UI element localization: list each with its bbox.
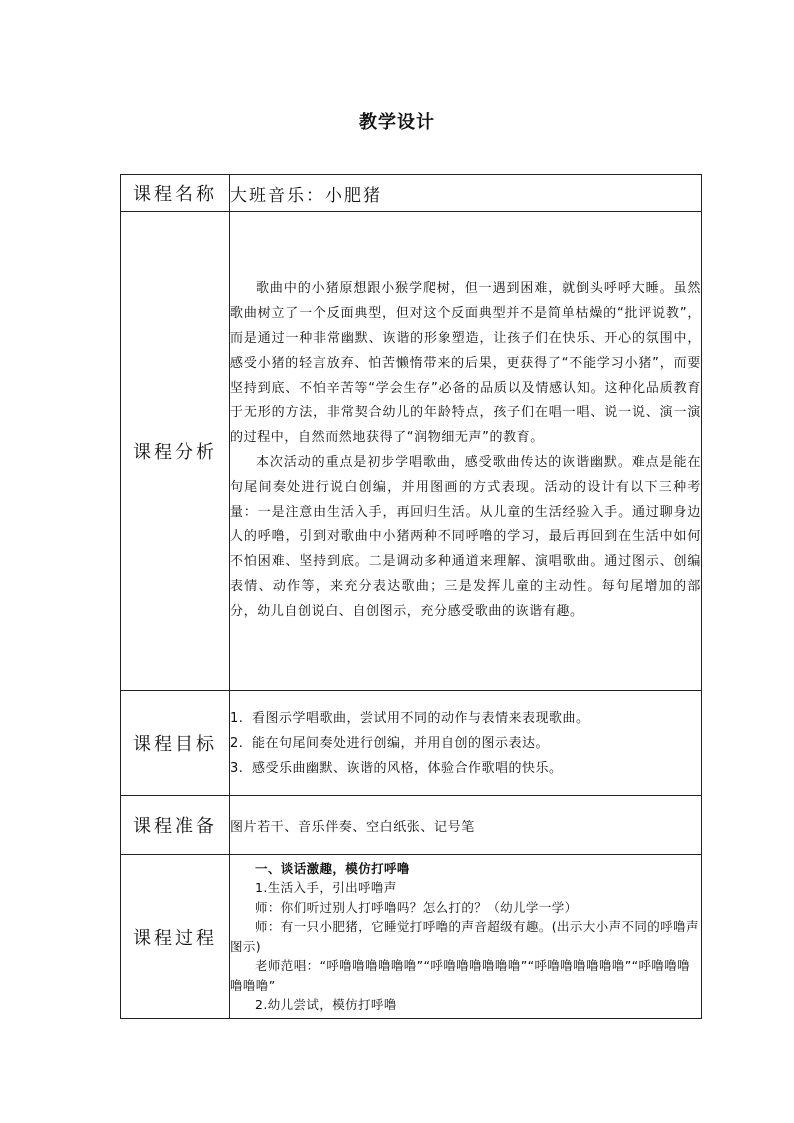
row-course-goals: [121, 691, 702, 796]
course-goals-cell: [230, 691, 702, 796]
process-line: 师：你们听过别人打呼噜吗？怎么打的？（幼儿学一学）: [255, 899, 578, 915]
process-line: 师：有一只小肥猪，它睡觉打呼噜的声音超级有趣。(出示大小声不同的呼噜声图示): [230, 919, 699, 954]
goal-item: [230, 706, 701, 731]
course-goals-label: 课程目标: [121, 691, 230, 796]
goal-item: [230, 756, 701, 781]
process-line: 1.生活入手，引出呼噜声: [255, 880, 397, 895]
document-title: 教学设计: [359, 112, 435, 133]
course-name-cell: [230, 175, 702, 212]
goal-text: 看图示学唱歌曲，尝试用不同的动作与表情来表现歌曲。: [252, 710, 590, 726]
process-line: 2.幼儿尝试，模仿打呼噜: [255, 997, 397, 1012]
process-heading: 一、谈话激趣，模仿打呼噜: [255, 860, 410, 876]
course-name-value: 大班音乐：小肥猪: [230, 185, 382, 206]
goal-number: 2.: [230, 735, 244, 751]
row-course-preparation: [121, 796, 702, 855]
course-analysis-cell: [230, 212, 702, 691]
lesson-design-table: [120, 174, 702, 1019]
goal-text: 感受乐曲幽默、诙谐的风格，体验合作歌唱的快乐。: [252, 760, 563, 776]
goals-list: [230, 706, 701, 781]
goal-text: 能在句尾间奏处进行创编，并用自创的图示表达。: [252, 735, 550, 751]
goal-number: 3.: [230, 760, 244, 776]
row-course-name: [121, 175, 702, 212]
course-process-label: 课程过程: [121, 855, 230, 1019]
goal-number: 1.: [230, 710, 244, 726]
course-process-cell: [230, 855, 702, 1019]
analysis-paragraph: 歌曲中的小猪原想跟小猴学爬树，但一遇到困难，就倒头呼呼大睡。虽然歌曲树立了一个反面典型，但对这个反面典型并不是简单枯燥的“批评说教”，而是通过一种非常幽默、诙谐的形象塑造，让孩子们在快乐、开心的氛围中，感受小猪的轻言放弃、怕苦懒惰带来的后果，更获得了“不能学习小猪”，而要坚持到底、不怕辛苦等“学会生存”必备的品质以及情感认知。这种化品质教育于无形的方法，非常契合幼儿的年龄特点，孩子们在唱一唱、说一说、演一演的过程中，自然而然地获得了“润物细无声”的教育。: [230, 281, 701, 446]
goal-item: [230, 731, 701, 756]
course-name-label: 课程名称: [121, 175, 230, 212]
row-course-analysis: [121, 212, 702, 691]
course-preparation-cell: [230, 796, 702, 855]
process-line: 老师范唱：“呼噜噜噜噜噜噜”“呼噜噜噜噜噜噜”“呼噜噜噜噜噜噜”“呼噜噜噜噜噜噜”: [230, 958, 691, 993]
analysis-paragraph: 本次活动的重点是初步学唱歌曲，感受歌曲传达的诙谐幽默。难点是能在句尾间奏处进行说白创编，并用图画的方式表现。活动的设计有以下三种考量：一是注意由生活入手，再回归生活。从儿童的生活经验入手。通过聊身边人的呼噜，引到对歌曲中小猪两种不同呼噜的学习，最后再回到在生活中如何不怕困难、坚持到底。二是调动多种通道来理解、演唱歌曲。通过图示、创编表情、动作等，来充分表达歌曲；三是发挥儿童的主动性。每句尾增加的部分，幼儿自创说白、自创图示，充分感受歌曲的诙谐有趣。: [230, 455, 701, 619]
course-analysis-label: 课程分析: [121, 212, 230, 691]
course-preparation-label: 课程准备: [121, 796, 230, 855]
preparation-text: 图片若干、音乐伴奏、空白纸张、记号笔: [230, 819, 475, 835]
row-course-process: [121, 855, 702, 1019]
